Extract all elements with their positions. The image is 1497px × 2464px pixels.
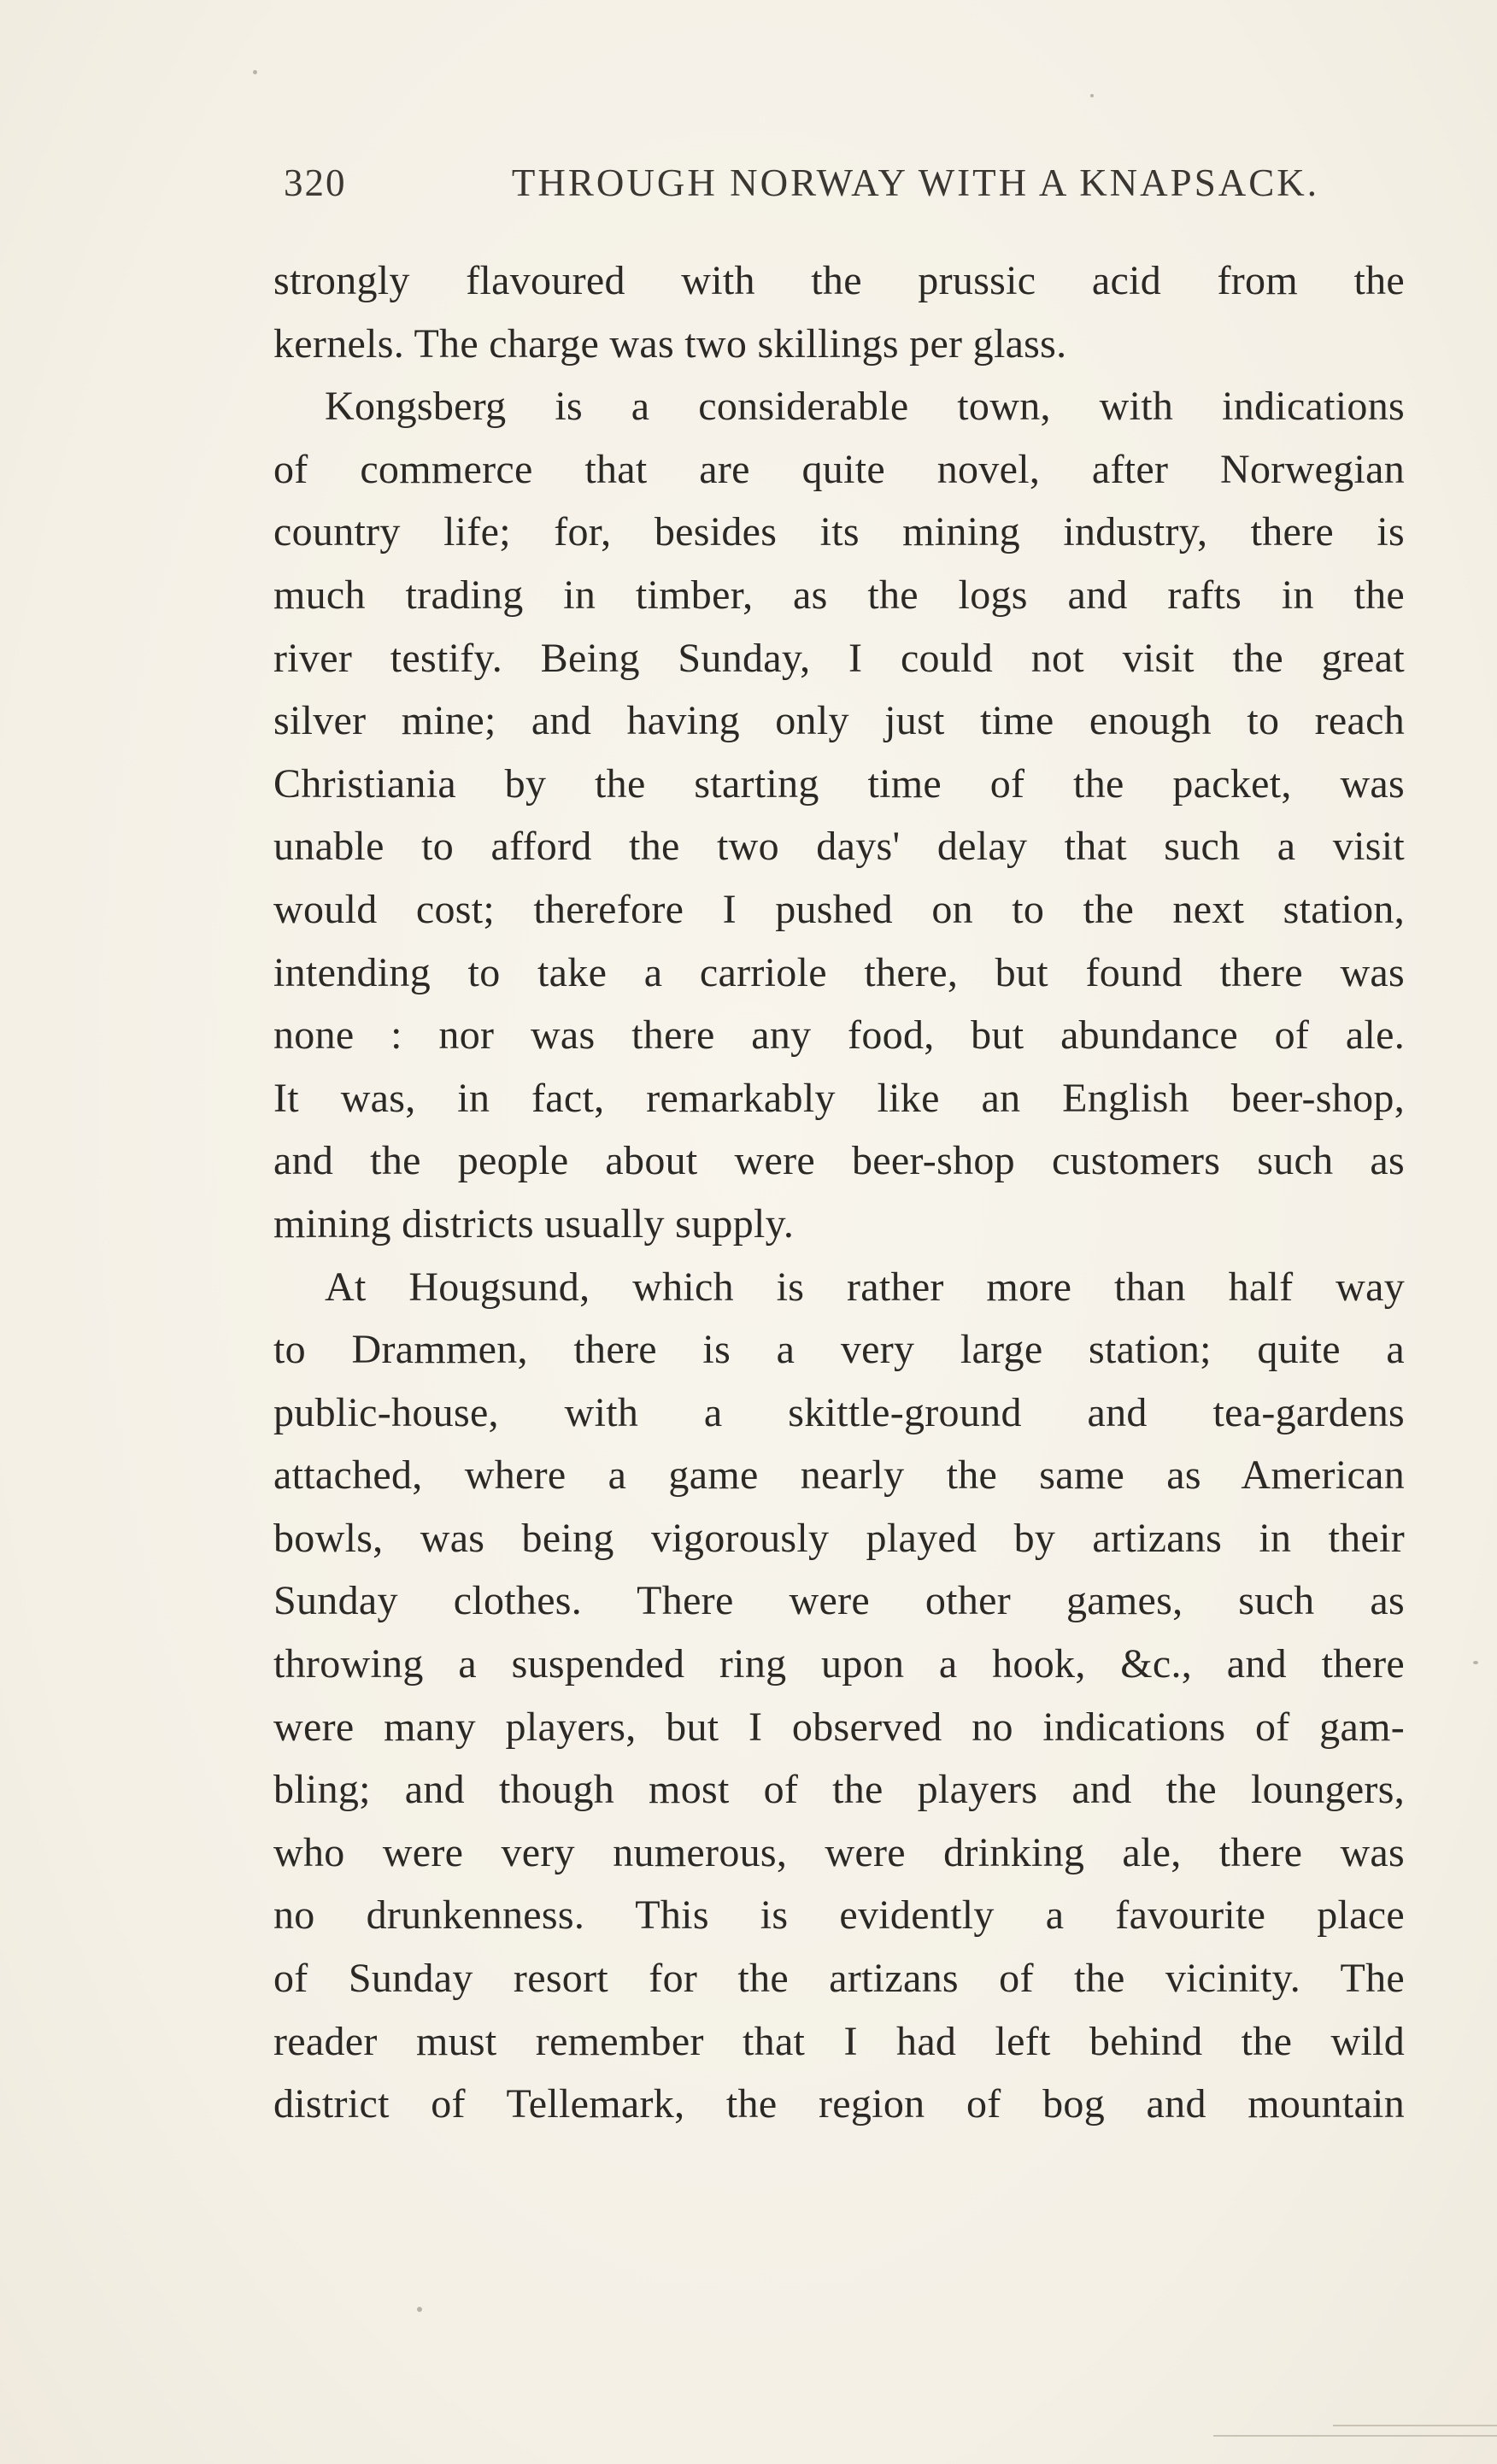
paper-speck	[1473, 1661, 1478, 1664]
text-line: strongly flavoured with the prussic acid from the	[273, 258, 1405, 303]
text-line: who were very numerous, were drinking ale, there was	[273, 1829, 1405, 1875]
page-edge-mark	[1333, 2425, 1497, 2426]
text-line: intending to take a carriole there, but found there was	[273, 949, 1405, 995]
text-line: unable to afford the two days' delay that such a visit	[273, 824, 1405, 870]
page-number: 320	[284, 161, 347, 204]
text-line: mining districts usually supply.	[273, 1200, 795, 1247]
text-line: of Sunday resort for the artizans of the vicinity. The	[273, 1956, 1405, 2002]
text-line: and the people about were beer-shop customers such as	[273, 1138, 1405, 1184]
text-line: to Drammen, there is a very large station; quite a	[273, 1327, 1405, 1373]
text-line: Sunday clothes. There were other games, such as	[273, 1578, 1405, 1624]
text-line: reader must remember that I had left behind the wild	[273, 2018, 1405, 2064]
body-text	[273, 249, 1405, 2136]
text-line: river testify. Being Sunday, I could not visit the great	[273, 635, 1405, 681]
text-line: throwing a suspended ring upon a hook, &c., and there	[273, 1641, 1405, 1687]
text-line: It was, in fact, remarkably like an English beer-shop,	[273, 1075, 1405, 1121]
page-header	[284, 161, 1319, 212]
paper-speck	[417, 2307, 422, 2312]
text-line: Christiania by the starting time of the packet, was	[273, 760, 1405, 807]
text-line: silver mine; and having only just time enough to reach	[273, 698, 1405, 744]
text-line: district of Tellemark, the region of bog and mountain	[273, 2081, 1405, 2127]
paper-speck	[253, 70, 257, 74]
paper-speck	[1090, 94, 1094, 97]
text-line: country life; for, besides its mining industry, there is	[273, 509, 1405, 555]
text-line: bling; and though most of the players and the loungers,	[273, 1767, 1405, 1813]
text-line: were many players, but I observed no indications of gam-	[273, 1704, 1405, 1750]
text-line: much trading in timber, as the logs and rafts in the	[273, 572, 1405, 618]
text-line: attached, where a game nearly the same as American	[273, 1452, 1405, 1499]
text-line: of commerce that are quite novel, after Norwegian	[273, 446, 1405, 492]
text-line: no drunkenness. This is evidently a favourite place	[273, 1892, 1405, 1939]
text-line: would cost; therefore I pushed on to the next station,	[273, 886, 1405, 932]
text-line: none : nor was there any food, but abundance of ale.	[273, 1012, 1405, 1059]
text-line: bowls, was being vigorously played by artizans in their	[273, 1515, 1405, 1561]
text-line: public-house, with a skittle-ground and tea-gardens	[273, 1389, 1405, 1435]
paragraph-first-line: Kongsberg is a considerable town, with indications	[325, 384, 1405, 430]
paragraph-first-line: At Hougsund, which is rather more than half way	[325, 1264, 1405, 1310]
text-line: kernels. The charge was two skillings per glass.	[273, 320, 1067, 367]
page-edge-mark	[1213, 2435, 1497, 2437]
running-title: THROUGH NORWAY WITH A KNAPSACK.	[511, 161, 1319, 204]
